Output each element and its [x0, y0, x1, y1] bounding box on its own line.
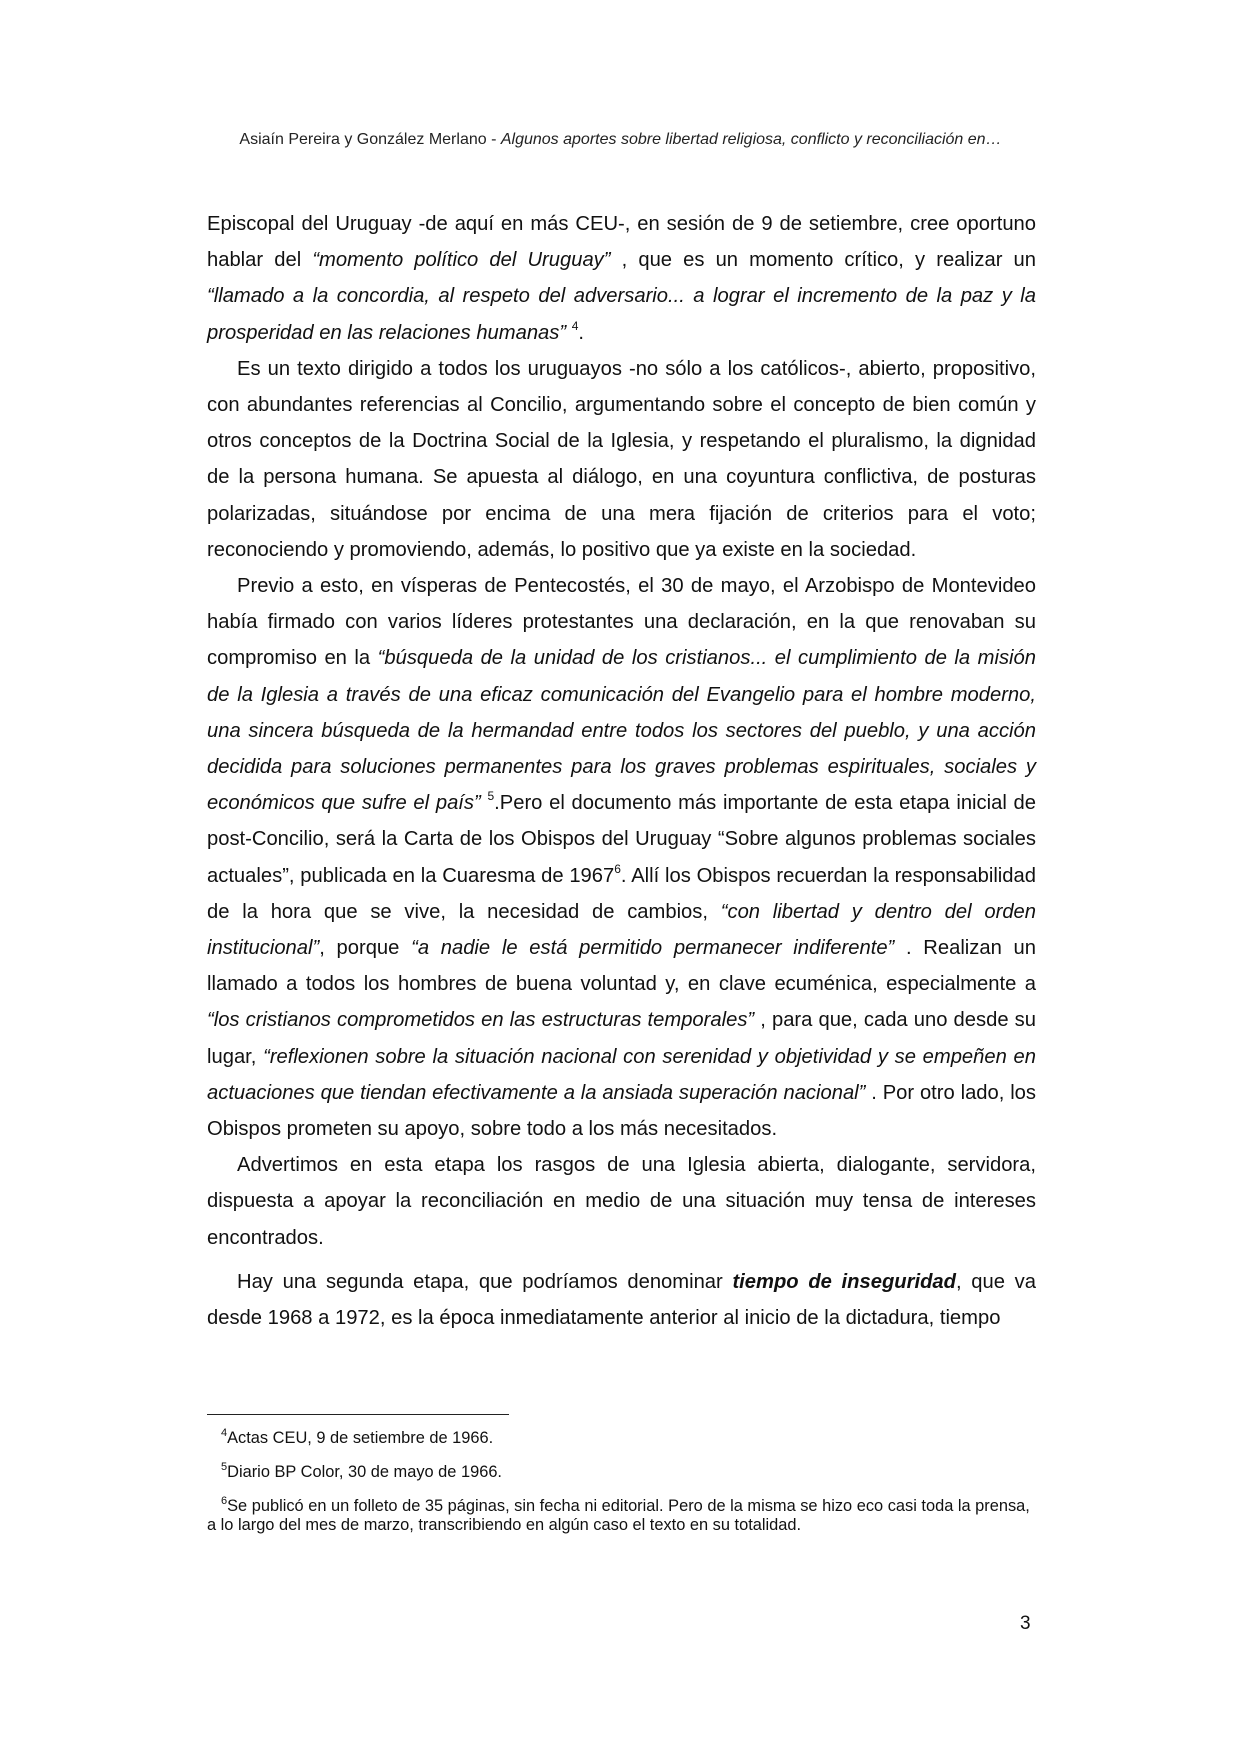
p3-text-8: . Por otro lado, los Obispos prometen su apoyo, sobre todo a los más necesitados.: [207, 1081, 1037, 1141]
body-text: [207, 206, 1036, 1336]
p3-text-5: , porque: [319, 937, 412, 960]
paragraph-4: Advertimos en esta etapa los rasgos de una Iglesia abierta, dialogante, servidora, dispuesta a apoyar la reconciliación en medio de una situación muy tensa de intereses encontrados.: [207, 1154, 1036, 1249]
p3-text-6: . Realizan un llamado a todos los hombres de buena voluntad y, en clave ecuménica, especialmente a: [207, 937, 1036, 996]
p1-text-4: .: [578, 321, 585, 344]
running-header: [0, 131, 1241, 149]
p1-text-2: , que es un momento crítico, y realizar un: [610, 249, 1036, 272]
footnote-6: [207, 1497, 1036, 1535]
footnote-mark: 5: [221, 1461, 228, 1473]
p1-text-1: Episcopal del Uruguay -de aquí en más CEU-, en sesión de 9 de setiembre, cree oportuno hablar del: [207, 213, 1036, 272]
footnote-mark: 4: [221, 1427, 228, 1439]
p5-text-1: Hay una segunda etapa, que podríamos denominar: [237, 1270, 733, 1293]
p3-text-3: .Pero el documento más importante de esta etapa inicial de post-Concilio, será la Carta de los Obispos del Uruguay “Sobre algunos problemas sociales actuales”, publicada en la Cuaresma de 1967: [207, 792, 1036, 887]
p3-text-4: . Allí los Obispos recuerdan la responsabilidad de la hora que se vive, la necesidad de cambios,: [207, 864, 1036, 923]
p3-quote-2: “con libertad y dentro del orden institucional”: [207, 900, 1036, 960]
footnote-text: Actas CEU, 9 de setiembre de 1966.: [227, 1429, 494, 1447]
footnote-5: [207, 1463, 1036, 1482]
p5-text-2: , que va desde 1968 a 1972, es la época inmediatamente anterior al inicio de la dictadura, tiempo: [207, 1270, 1036, 1330]
footnote-separator: [207, 1414, 509, 1415]
header-authors: Asiaín Pereira y González Merlano -: [239, 131, 501, 148]
p3-quote-1: “búsqueda de la unidad de los cristianos... el cumplimiento de la misión de la Iglesia a través de una eficaz comunicación del Evangelio para el hombre moderno, una sincera búsqueda de la hermandad entre todos los sectores del pueblo, y una acción decidida para soluciones permanentes para los graves problemas espirituales, sociales y económicos que sufre el país”: [207, 647, 1036, 815]
footnote-text: Diario BP Color, 30 de mayo de 1966.: [227, 1463, 502, 1481]
p3-quote-4: “los cristianos comprometidos en las estructuras temporales”: [207, 1009, 755, 1032]
footnote-4: [207, 1429, 1036, 1448]
p1-quote-1: “momento político del Uruguay”: [312, 249, 611, 272]
paragraph-1: [207, 206, 1036, 351]
footnotes: [207, 1429, 1036, 1550]
p5-emphasis: tiempo de inseguridad: [732, 1270, 956, 1293]
footnote-ref-5[interactable]: 5: [487, 789, 495, 804]
header-title: Algunos aportes sobre libertad religiosa, conflicto y reconciliación en…: [500, 131, 1002, 148]
footnote-ref-4[interactable]: 4: [571, 318, 579, 333]
p3-quote-3: “a nadie le está permitido permanecer indiferente”: [411, 937, 895, 960]
paragraph-2: Es un texto dirigido a todos los uruguayos -no sólo a los católicos-, abierto, propositivo, con abundantes referencias al Concilio, argumentando sobre el concepto de bien común y otros conceptos de la Doctrina Social de la Iglesia, y respetando el pluralismo, la dignidad de la persona humana. Se apuesta al diálogo, en una coyuntura conflictiva, de posturas polarizadas, situándose por encima de una mera fijación de criterios para el voto; reconociendo y promoviendo, además, lo positivo que ya existe en la sociedad.: [207, 357, 1036, 561]
page-number: 3: [1020, 1613, 1031, 1634]
paragraph-3: [207, 568, 1036, 1147]
p3-text-7: , para que, cada uno desde su lugar,: [207, 1009, 1036, 1068]
footnote-mark: 6: [221, 1495, 228, 1507]
p1-quote-2: “llamado a la concordia, al respeto del adversario... a lograr el incremento de la paz y la prosperidad en las relaciones humanas”: [207, 285, 1036, 344]
paragraph-5: [207, 1264, 1036, 1336]
footnote-ref-6[interactable]: 6: [614, 861, 621, 876]
p3-quote-5: “reflexionen sobre la situación nacional con serenidad y objetividad y se empeñen en actuaciones que tiendan efectivamente a la ansiada superación nacional”: [207, 1045, 1036, 1104]
footnote-text: Se publicó en un folleto de 35 páginas, sin fecha ni editorial. Pero de la misma se hizo eco casi toda la prensa, a lo largo del mes de marzo, transcribiendo en algún caso el texto en su totalidad.: [207, 1497, 1030, 1534]
p3-text-1: Previo a esto, en vísperas de Pentecostés, el 30 de mayo, el Arzobispo de Montevideo había firmado con varios líderes protestantes una declaración, en la que renovaban su compromiso en la: [207, 575, 1036, 670]
